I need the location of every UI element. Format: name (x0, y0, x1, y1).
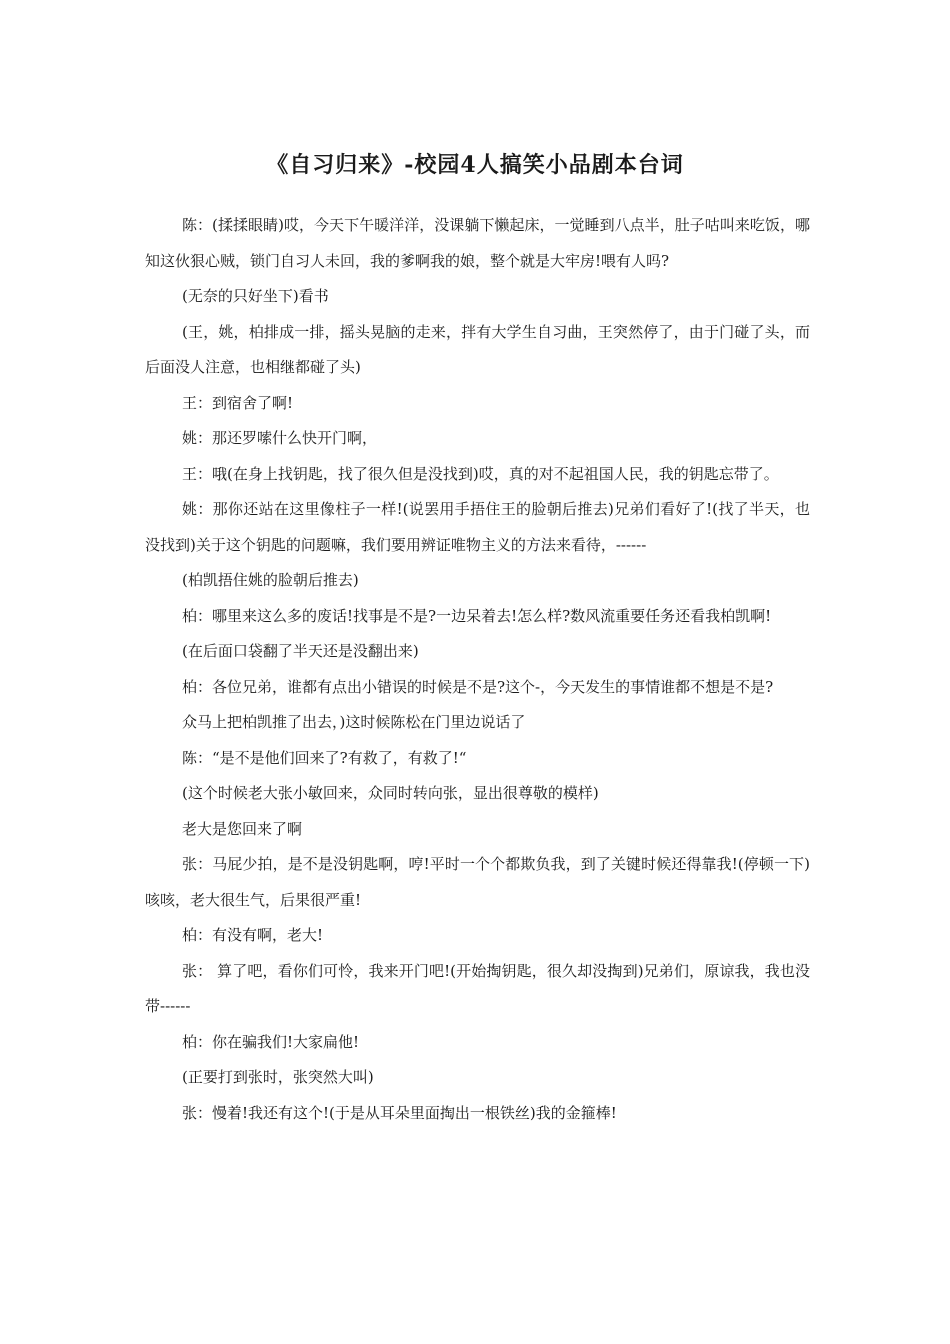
paragraph: 陈：“是不是他们回来了?有救了，有救了!“ (182, 748, 467, 767)
paragraph: 柏：哪里来这么多的废话!找事是不是?一边呆着去!怎么样?数风流重要任务还看我柏凯啊! (182, 606, 772, 625)
paragraph: (柏凯捂住姚的脸朝后推去) (182, 571, 359, 589)
paragraph: 张：马屁少拍，是不是没钥匙啊，哼!平时一个个都欺负我，到了关键时候还得靠我!(停顿一下)咳咳，老大很生气，后果很严重! (145, 855, 810, 909)
paragraph: 众马上把柏凯推了出去，)这时候陈松在门里边说话了 (182, 713, 526, 731)
paragraph: 张： 算了吧，看你们可怜，我来开门吧!(开始掏钥匙，很久却没掏到)兄弟们，原谅我，我也没带------ (145, 961, 810, 1015)
script-body (145, 208, 810, 1131)
paragraph: 张：慢着!我还有这个!(于是从耳朵里面掏出一根铁丝)我的金箍棒! (182, 1103, 617, 1122)
paragraph: (在后面口袋翻了半天还是没翻出来) (182, 642, 419, 660)
paragraph: (王，姚，柏排成一排，摇头晃脑的走来，拌有大学生自习曲，王突然停了，由于门碰了头，而后面没人注意，也相继都碰了头) (145, 322, 810, 376)
paragraph: (无奈的只好坐下)看书 (182, 287, 329, 305)
document-title: 《自习归来》-校园4人搞笑小品剧本台词 (266, 152, 684, 178)
paragraph: (正要打到张时，张突然大叫) (182, 1068, 374, 1086)
paragraph: 柏：有没有啊，老大! (182, 926, 324, 944)
paragraph: 柏：你在骗我们!大家扁他! (182, 1032, 360, 1051)
paragraph: 柏：各位兄弟，谁都有点出小错误的时候是不是?这个-，今天发生的事情谁都不想是不是? (182, 677, 774, 696)
paragraph: 姚：那你还站在这里像柱子一样!(说罢用手捂住王的脸朝后推去)兄弟们看好了!(找了半天，也没找到)关于这个钥匙的问题嘛，我们要用辨证唯物主义的方法来看待，------ (145, 500, 810, 554)
paragraph: 陈：(揉揉眼睛)哎，今天下午暖洋洋，没课躺下懒起床，一觉睡到八点半，肚子咕叫来吃饭，哪知这伙狠心贼，锁门自习人未回，我的爹啊我的娘，整个就是大牢房!喂有人吗? (145, 216, 810, 270)
paragraph: 姚：那还罗嗦什么快开门啊， (182, 429, 378, 447)
paragraph: (这个时候老大张小敏回来，众同时转向张，显出很尊敬的模样) (182, 784, 599, 802)
paragraph: 王：哦(在身上找钥匙，找了很久但是没找到)哎，真的对不起祖国人民，我的钥匙忘带了。 (182, 464, 779, 483)
paragraph: 王：到宿舍了啊! (182, 393, 294, 412)
paragraph: 老大是您回来了啊 (182, 819, 303, 838)
